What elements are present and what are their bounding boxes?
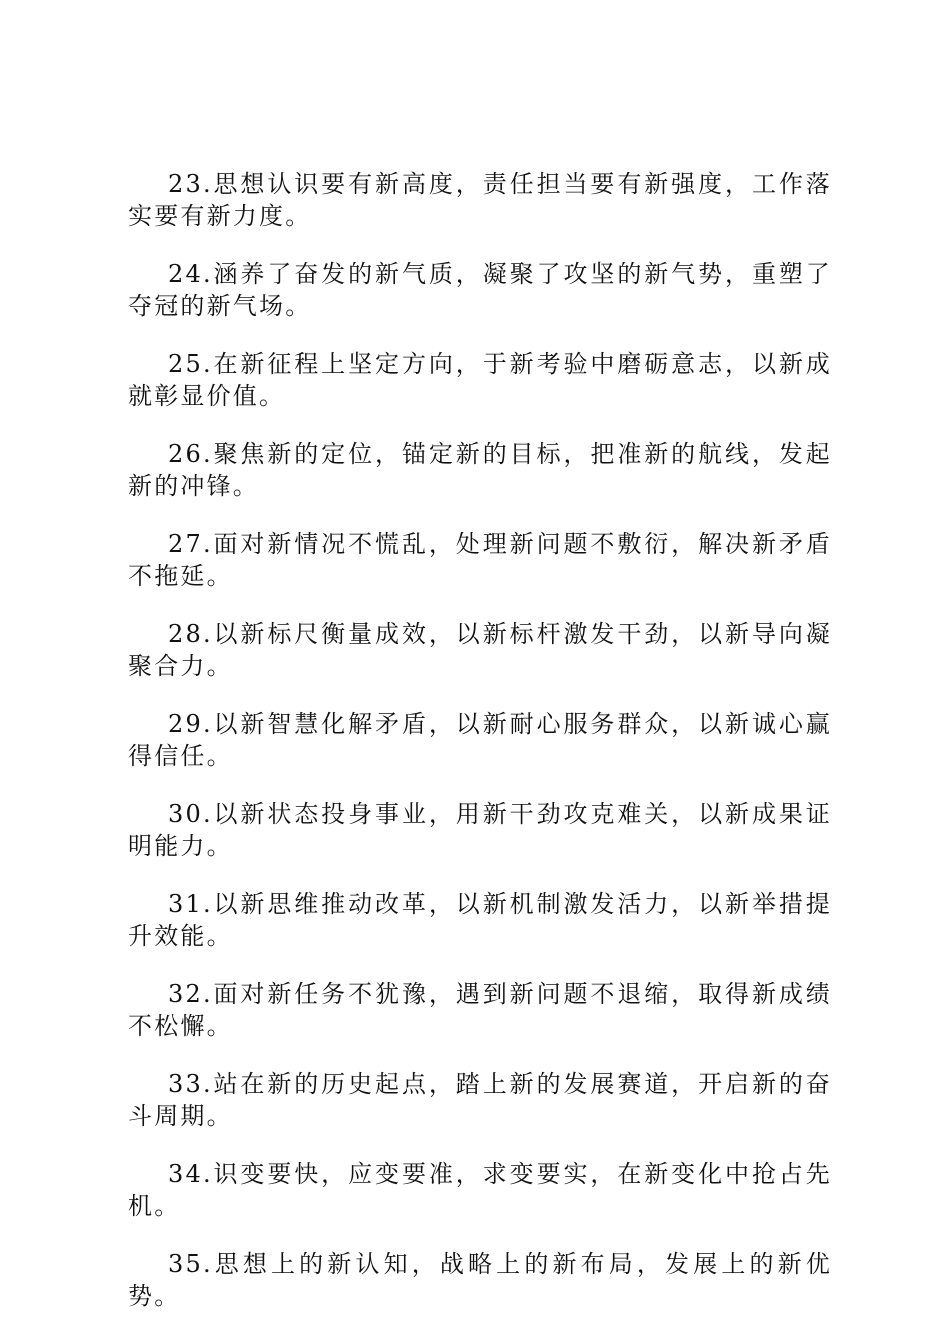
list-item: 30.以新状态投身事业，用新干劲攻克难关，以新成果证明能力。 (128, 800, 832, 860)
list-item: 28.以新标尺衡量成效，以新标杆激发干劲，以新导向凝聚合力。 (128, 620, 832, 680)
list-item: 35.思想上的新认知，战略上的新布局，发展上的新优势。 (128, 1250, 832, 1310)
document-body (128, 168, 832, 1338)
list-item: 34.识变要快，应变要准，求变要实，在新变化中抢占先机。 (128, 1160, 832, 1220)
list-item: 31.以新思维推动改革，以新机制激发活力，以新举措提升效能。 (128, 890, 832, 950)
list-item: 33.站在新的历史起点，踏上新的发展赛道，开启新的奋斗周期。 (128, 1070, 832, 1130)
list-item: 32.面对新任务不犹豫，遇到新问题不退缩，取得新成绩不松懈。 (128, 980, 832, 1040)
list-item: 24.涵养了奋发的新气质，凝聚了攻坚的新气势，重塑了夺冠的新气场。 (128, 260, 832, 320)
list-item: 26.聚焦新的定位，锚定新的目标，把准新的航线，发起新的冲锋。 (128, 440, 832, 500)
list-item: 27.面对新情况不慌乱，处理新问题不敷衍，解决新矛盾不拖延。 (128, 530, 832, 590)
list-item: 25.在新征程上坚定方向，于新考验中磨砺意志，以新成就彰显价值。 (128, 350, 832, 410)
list-item: 23.思想认识要有新高度，责任担当要有新强度，工作落实要有新力度。 (128, 170, 832, 230)
list-item: 29.以新智慧化解矛盾，以新耐心服务群众，以新诚心赢得信任。 (128, 710, 832, 770)
